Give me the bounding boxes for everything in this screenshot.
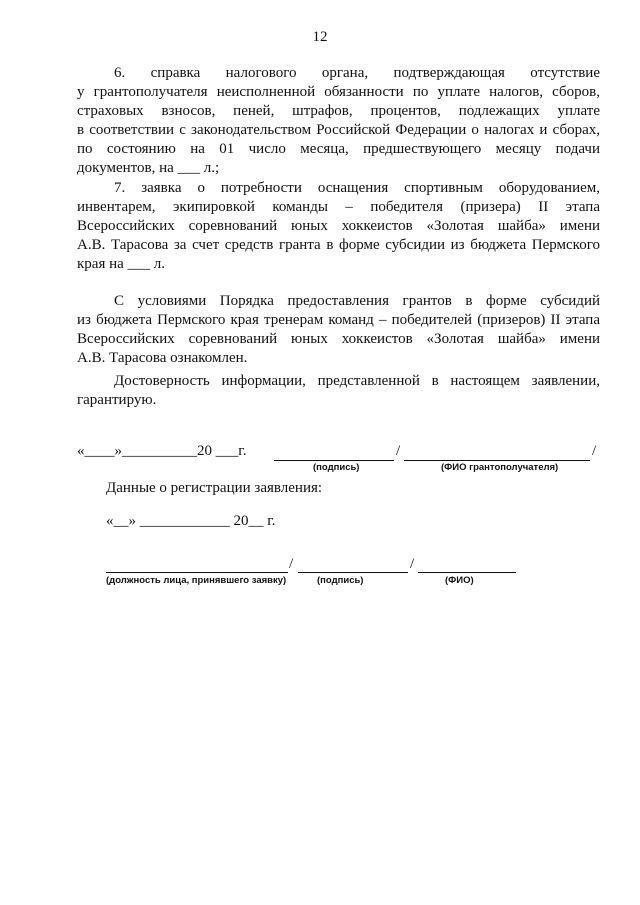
signature-separator: / (396, 443, 401, 459)
item-6-line: в соответствии с законодательством Российской Федерации о налогах и сборах, (77, 122, 600, 139)
guarantee-line: Достоверность информации, представленной в настоящем заявлении, (114, 373, 600, 389)
registration-heading: Данные о регистрации заявления: (106, 480, 323, 496)
conditions-line: из бюджета Пермского края тренерам команд – победителей (призеров) II этапа (77, 312, 600, 329)
applicant-date-field: «____»__________20 ___г. (77, 443, 247, 459)
item-6-line: документов, на ___ л.; (77, 160, 220, 177)
page-number: 12 (312, 29, 328, 45)
conditions-line: С условиями Порядка предоставления грантов в форме субсидий (114, 293, 600, 309)
conditions-acknowledgement (77, 292, 600, 368)
caption-registrar-signature: (подпись) (317, 575, 364, 586)
applicant-fio-line (404, 460, 590, 461)
item-6-tax-certificate (77, 64, 600, 179)
item-7-line: 7. заявка о потребности оснащения спортивным оборудованием, (114, 180, 600, 196)
item-6-line: 6. справка налогового органа, подтверждающая отсутствие (114, 65, 600, 81)
registrar-position-line (106, 572, 288, 573)
item-6-line: страховых взносов, пеней, штрафов, процентов, подлежащих уплате (77, 103, 600, 120)
registration-date-field: «__» ____________ 20__ г. (106, 513, 276, 529)
registration-separator: / (289, 556, 294, 572)
caption-fio-grantee: (ФИО грантополучателя) (441, 462, 559, 473)
item-7-line: А.В. Тарасова за счет средств гранта в форме субсидии из бюджета Пермского (77, 237, 600, 254)
item-6-line: у грантополучателя неисполненной обязанности по уплате налогов, сборов, (77, 84, 600, 101)
conditions-line: А.В. Тарасова ознакомлен. (77, 350, 248, 367)
signature-separator: / (592, 443, 597, 459)
conditions-line: Всероссийских соревнований юных хоккеистов «Золотая шайба» имени (77, 331, 600, 348)
item-7-equipment-request (77, 179, 600, 274)
guarantee-statement (77, 372, 600, 410)
caption-signature: (подпись) (313, 462, 360, 473)
item-7-line: Всероссийских соревнований юных хоккеистов «Золотая шайба» имени (77, 218, 600, 235)
registration-separator: / (410, 556, 415, 572)
item-7-line: инвентарем, экипировкой команды – победителя (призера) II этапа (77, 199, 600, 216)
item-7-line: края на ___ л. (77, 256, 166, 273)
item-6-line: по состоянию на 01 число месяца, предшествующего месяцу подачи (77, 141, 600, 158)
registrar-signature-line (298, 572, 408, 573)
guarantee-line: гарантирую. (77, 392, 157, 409)
caption-registrar-position: (должность лица, принявшего заявку) (106, 575, 287, 586)
applicant-signature-line (274, 460, 394, 461)
registrar-fio-line (418, 572, 516, 573)
caption-registrar-fio: (ФИО) (445, 575, 474, 586)
